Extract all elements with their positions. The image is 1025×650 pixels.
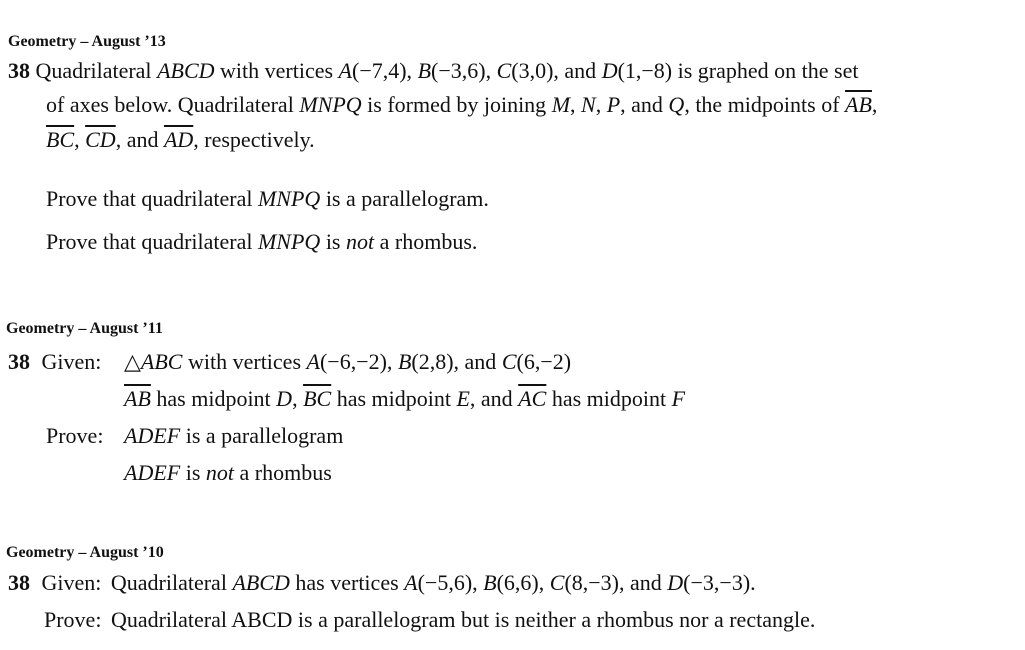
problem-2-prove-1: ADEF is a parallelogram (124, 423, 344, 448)
problem-2-number: 38 (8, 349, 30, 374)
problem-2-prove-label: Prove: (46, 423, 104, 448)
problem-1-prove-2: Prove that quadrilateral MNPQ is not a rhombus. (46, 229, 478, 254)
problem-3-given-line (8, 570, 756, 596)
problem-2-prove-2: ADEF is not a rhombus (124, 460, 332, 485)
problem-3-prove-label: Prove: (44, 607, 102, 632)
problem-3-prove-line (44, 607, 815, 633)
problem-2-given-2: $\overline{AB}$ has midpoint D, $\overline{BC}$ has midpoint E, and $\overline{AC}$ has midpoint F (124, 386, 686, 411)
problem-1-line-2: of axes below. Quadrilateral MNPQ is formed by joining M, N, P, and Q, the midpoints of $\overline{AB}$, (46, 92, 878, 117)
problem-3-given-text: Quadrilateral ABCD has vertices A(−5,6), B(6,6), C(8,−3), and D(−3,−3). (110, 570, 756, 595)
problem-1-prove-1: Prove that quadrilateral MNPQ is a parallelogram. (46, 186, 489, 211)
problem-2-given-1: △ABC with vertices A(−6,−2), B(2,8), and C(6,−2) (124, 349, 572, 374)
problem-1-number: 38 (8, 58, 30, 83)
heading-aug-11: Geometry – August ’11 (6, 320, 163, 337)
problem-2-given-line-1 (8, 349, 101, 375)
problem-1-text-1: Quadrilateral ABCD with vertices A(−7,4), B(−3,6), C(3,0), and D(1,−8) is graphed on the set (35, 58, 859, 83)
problem-3-number: 38 (8, 570, 30, 595)
heading-aug-13: Geometry – August ’13 (8, 33, 166, 50)
problem-2-given-label: Given: (41, 349, 102, 374)
problem-3-prove-text: Quadrilateral ABCD is a parallelogram but is neither a rhombus nor a rectangle. (110, 607, 816, 632)
problem-1-line-3: $\overline{BC}$, $\overline{CD}$, and $\overline{AD}$, respectively. (46, 127, 315, 152)
problem-1-line-1 (8, 58, 858, 84)
heading-aug-10: Geometry – August ’10 (6, 544, 164, 561)
problem-3-given-label: Given: (41, 570, 102, 595)
